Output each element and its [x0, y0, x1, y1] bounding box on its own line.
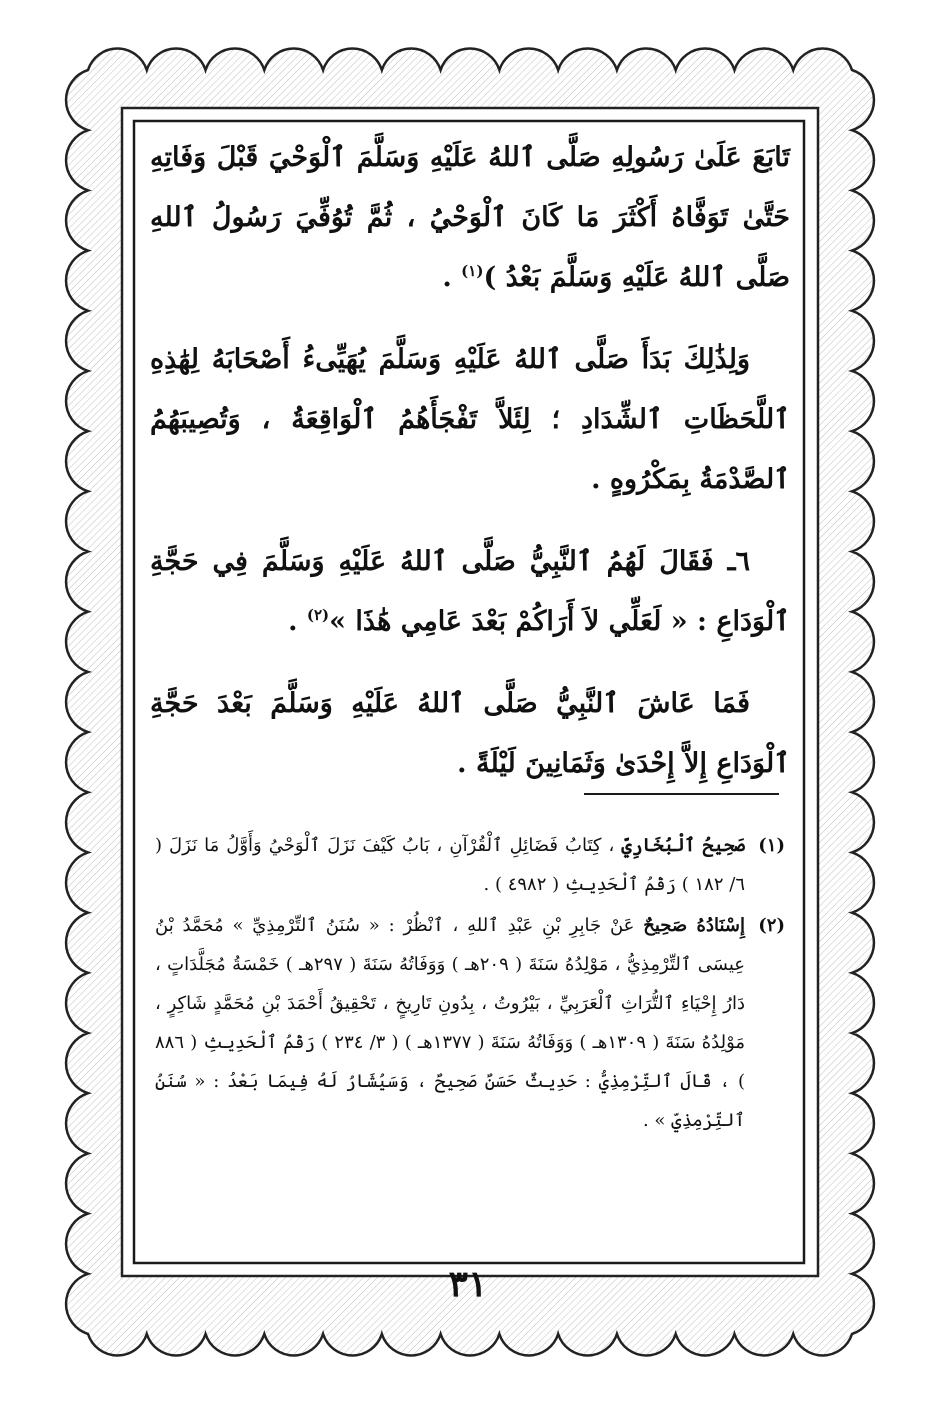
- footnote-2-number: (٢): [758, 915, 785, 936]
- footnote-ref-2[interactable]: (٢): [306, 606, 330, 624]
- paragraph-3-text: ٦ـ فَقَالَ لَهُمُ ٱلنَّبِيُّ صَلَّى ٱللهُ عَلَيْهِ وَسَلَّمَ فِي حَجَّةِ ٱلْوَدَاعِ : « لَعَلِّي لاَ أَرَاكُمْ بَعْدَ عَامِي هَٰذَا »: [150, 546, 790, 637]
- main-body-text: [150, 128, 790, 794]
- footnote-1-text: [155, 826, 745, 904]
- paragraph-1: [150, 128, 790, 308]
- footnote-2: [155, 906, 785, 1140]
- footnote-1-body: ، كِتَابُ فَضَائِلِ ٱلْقُرْآنِ ، بَابُ كَيْفَ نَزَلَ ٱلْوَحْيُ وَأَوَّلُ مَا نَزَلَ ( ٦/ ١٨٢ ) رَقْمُ ٱلْحَدِيثِ ( ٤٩٨٢ ) .: [155, 835, 745, 895]
- paragraph-3: [150, 532, 790, 652]
- paragraph-3-end: .: [288, 606, 307, 637]
- footnote-ref-1[interactable]: (١): [461, 262, 484, 280]
- footnote-1-number: (١): [758, 835, 785, 856]
- paragraph-2: [150, 330, 790, 510]
- footnote-2-text: [155, 906, 745, 1140]
- footnotes-section: [155, 826, 785, 1142]
- paragraph-4: [150, 674, 790, 794]
- footnote-2-lead: إِسْنَادُهُ صَحِيحٌ: [643, 915, 745, 936]
- paragraph-1-end: .: [442, 262, 462, 293]
- paragraph-4-text: فَمَا عَاشَ ٱلنَّبِيُّ صَلَّى ٱللهُ عَلَيْهِ وَسَلَّمَ بَعْدَ حَجَّةِ ٱلْوَدَاعِ إِلاَّ إِحْدَىٰ وَثَمَانِينَ لَيْلَةً .: [150, 688, 790, 779]
- footnote-1-lead: صَحِيحُ ٱلْبُخَارِيِّ: [621, 835, 745, 856]
- paragraph-2-text: وَلِذَٰلِكَ بَدَأَ صَلَّى ٱللهُ عَلَيْهِ وَسَلَّمَ يُهَيِّىءُ أَصْحَابَهُ لِهَٰذِهِ ٱللَّحَظَاتِ ٱلشِّدَادِ ؛ لِئَلاَّ تَفْجَأَهُمُ ٱلْوَاقِعَةُ ، وَتُصِيبَهُمُ ٱلصَّدْمَةُ بِمَكْرُوهٍ .: [150, 344, 790, 495]
- paragraph-1-text: تَابَعَ عَلَىٰ رَسُولِهِ صَلَّى ٱللهُ عَلَيْهِ وَسَلَّمَ ٱلْوَحْيَ قَبْلَ وَفَاتِهِ حَتَّىٰ تَوَفَّاهُ أَكْثَرَ مَا كَانَ ٱلْوَحْيُ ، ثُمَّ تُوُفِّيَ رَسُولُ ٱللهِ صَلَّى ٱللهُ عَلَيْهِ وَسَلَّمَ بَعْدُ ): [150, 142, 790, 293]
- footnote-1: [155, 826, 785, 904]
- footnote-2-body: عَنْ جَابِرِ بْنِ عَبْدِ ٱللهِ ، ٱنْظُرْ : « سُنَنُ ٱلتِّرْمِذِيِّ » مُحَمَّدُ بْنُ عِيسَى ٱلتِّرْمِذِيُّ ، مَوْلِدُهُ سَنَةَ ( ٢٠٩هـ ) وَوَفَاتُهُ سَنَةَ ( ٢٩٧هـ ) خَمْسَةُ مُجَلَّدَاتٍ ، دَارُ إِحْيَاءِ ٱلتُّرَاثِ ٱلْعَرَبِيِّ ، بَيْرُوتُ ، بِدُونِ تَارِيخٍ ، تَحْقِيقُ أَحْمَدَ بْنِ مُحَمَّدٍ شَاكِرٍ ، مَوْلِدُهُ سَنَةَ ( ١٣٠٩هـ ) وَوَفَاتُهُ سَنَةَ ( ١٣٧٧هـ ) ( ٣/ ٢٣٤ ) رَقْمُ ٱلْحَدِيثِ ( ٨٨٦ ) ، قَالَ ٱلتِّرْمِذِيُّ : حَدِيثٌ حَسَنٌ صَحِيحٌ ، وَسَيُشَارُ لَهُ فِيمَا بَعْدُ : « سُنَنُ ٱلتِّرْمِذِيِّ » .: [155, 915, 746, 1131]
- page-number: ٣١: [448, 1263, 488, 1305]
- footnote-separator: [584, 793, 779, 795]
